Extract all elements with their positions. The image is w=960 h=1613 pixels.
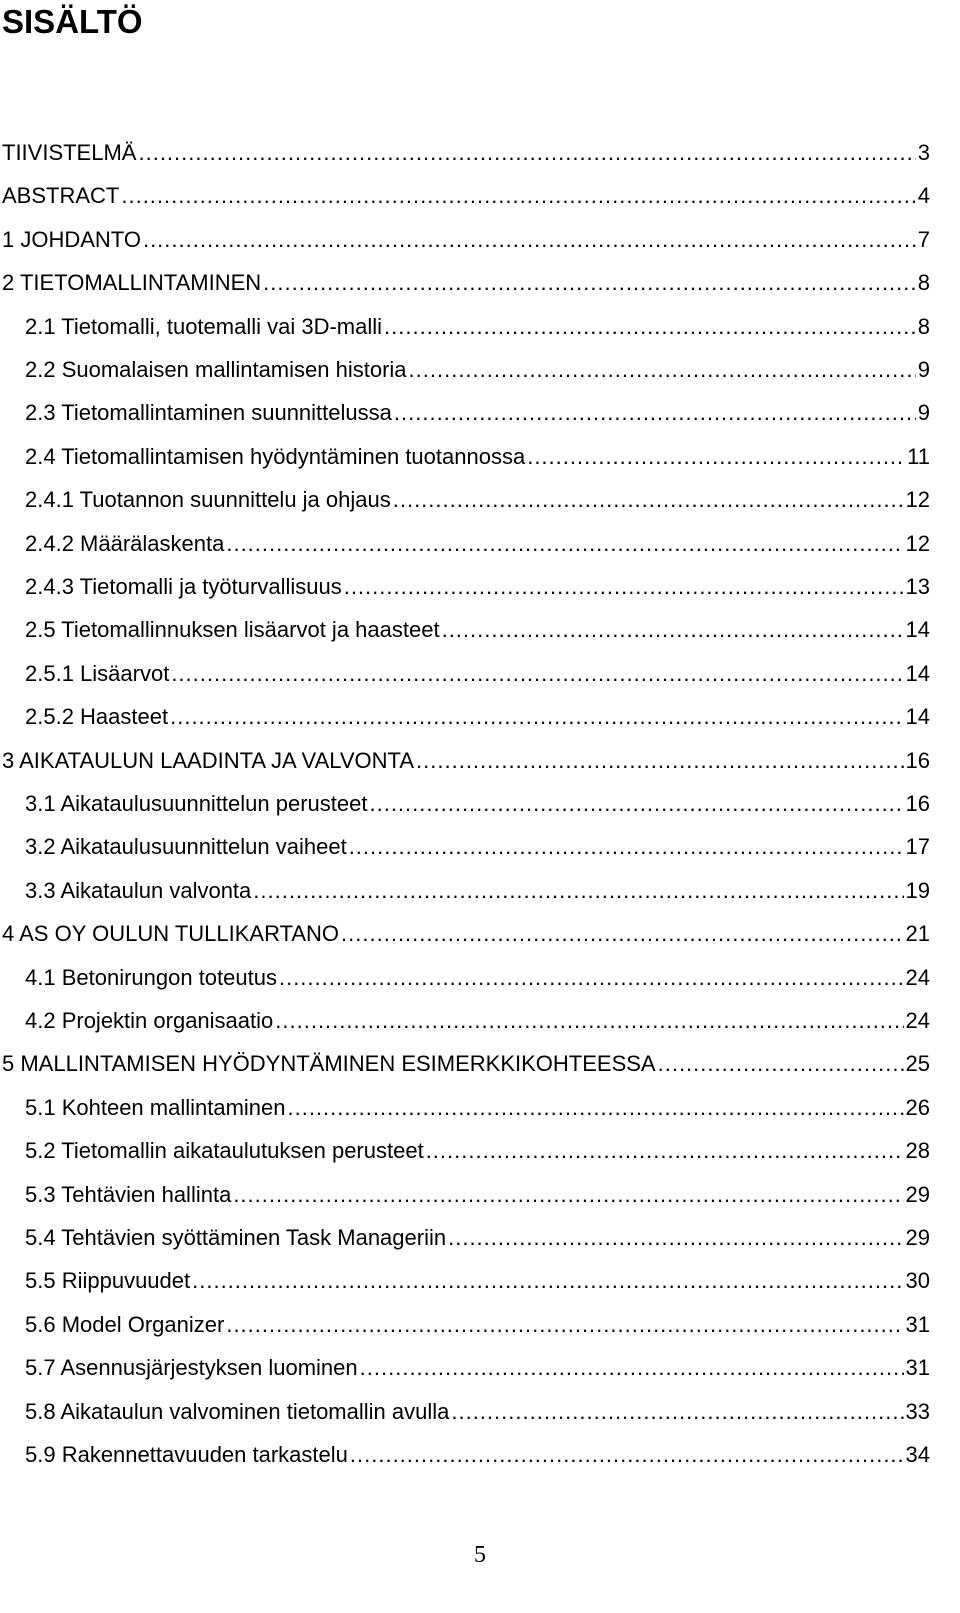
dot-leader xyxy=(658,1049,904,1079)
toc-entry-label: 3.1 Aikataulusuunnittelun perusteet xyxy=(25,791,368,816)
toc-entry-page: 13 xyxy=(905,574,930,599)
toc-entry[interactable] xyxy=(25,529,930,559)
toc-entry-label: 2.5 Tietomallinnuksen lisäarvot ja haasteet xyxy=(25,617,440,643)
dot-leader xyxy=(360,1353,904,1383)
toc-entry-label: 5.5 Riippuvuudet xyxy=(25,1268,191,1294)
toc-entry-label: 5.4 Tehtävien syöttäminen Task Manageriin xyxy=(25,1225,447,1250)
toc-entry-page: 14 xyxy=(905,704,930,730)
dot-leader xyxy=(384,312,916,342)
toc-entry-label: 5.3 Tehtävien hallinta xyxy=(25,1181,232,1207)
toc-entry-label: 2.3 Tietomallintaminen suunnittelussa xyxy=(25,400,392,426)
toc-entry-page: 19 xyxy=(905,877,930,903)
toc-entry-page: 7 xyxy=(917,226,930,252)
toc-entry-label: 5.8 Aikataulun valvominen tietomallin avulla xyxy=(25,1398,450,1424)
dot-leader xyxy=(275,1006,903,1036)
toc-entry-page: 16 xyxy=(905,747,930,773)
toc-entry-page: 29 xyxy=(905,1181,930,1207)
toc-entry-label: 5.2 Tietomallin aikataulutuksen perusteet xyxy=(25,1138,424,1164)
toc-entry[interactable] xyxy=(25,572,930,602)
toc-entry-label: 4.1 Betonirungon toteutus xyxy=(25,964,277,990)
toc-entry-label: 2.4 Tietomallintamisen hyödyntäminen tuotannossa xyxy=(25,443,526,469)
dot-leader xyxy=(279,963,904,993)
toc-entry[interactable] xyxy=(25,789,930,819)
toc-entry[interactable] xyxy=(25,442,930,472)
toc-entry[interactable] xyxy=(25,312,930,342)
toc-entry-label: 2.2 Suomalaisen mallintamisen historia xyxy=(25,357,407,382)
toc-entry[interactable] xyxy=(25,1310,930,1340)
toc-entry[interactable] xyxy=(2,746,930,776)
dot-leader xyxy=(369,789,903,819)
toc-entry[interactable] xyxy=(2,225,930,255)
dot-leader xyxy=(226,529,903,559)
toc-entry-page: 8 xyxy=(917,270,930,296)
toc-entry-page: 28 xyxy=(905,1138,930,1164)
toc-entry-page: 17 xyxy=(905,834,930,860)
toc-entry-label: 2.5.2 Haasteet xyxy=(25,704,169,730)
dot-leader xyxy=(170,702,903,732)
toc-entry-page: 30 xyxy=(905,1268,930,1294)
toc-entry-label: 3 AIKATAULUN LAADINTA JA VALVONTA xyxy=(2,747,415,773)
toc-entry-page: 9 xyxy=(917,400,930,426)
toc-entry-label: 3.2 Aikataulusuunnittelun vaiheet xyxy=(25,834,347,860)
toc-entry[interactable] xyxy=(25,485,930,515)
toc-entry-label: 5.9 Rakennettavuuden tarkastelu xyxy=(25,1442,348,1467)
toc-entry-page: 34 xyxy=(905,1442,930,1467)
page-number: 5 xyxy=(474,1542,486,1568)
dot-leader xyxy=(263,268,916,298)
toc-entry[interactable] xyxy=(25,1440,930,1470)
dot-leader xyxy=(344,572,904,602)
toc-entry[interactable] xyxy=(25,1266,930,1296)
toc-entry[interactable] xyxy=(25,1006,930,1036)
toc-entry-page: 12 xyxy=(905,530,930,556)
toc-entry[interactable] xyxy=(25,1397,930,1427)
toc-entry-label: 5.6 Model Organizer xyxy=(25,1311,225,1337)
toc-entry-page: 14 xyxy=(905,660,930,686)
dot-leader xyxy=(341,919,903,949)
toc-entry[interactable] xyxy=(25,1180,930,1210)
toc-entry-label: ABSTRACT xyxy=(2,183,120,209)
toc-entry-page: 31 xyxy=(905,1311,930,1337)
toc-entry-page: 24 xyxy=(905,964,930,990)
toc-entry-page: 14 xyxy=(905,617,930,643)
dot-leader xyxy=(138,138,915,168)
dot-leader xyxy=(171,659,903,689)
toc-entry[interactable] xyxy=(2,919,930,949)
toc-entry-page: 25 xyxy=(905,1051,930,1077)
toc-entry[interactable] xyxy=(2,138,930,168)
toc-entry-label: 4 AS OY OULUN TULLIKARTANO xyxy=(2,921,340,947)
toc-entry[interactable] xyxy=(25,1223,930,1253)
toc-entry[interactable] xyxy=(25,659,930,689)
dot-leader xyxy=(426,1136,904,1166)
dot-leader xyxy=(527,442,905,472)
toc-entry[interactable] xyxy=(2,268,930,298)
dot-leader xyxy=(192,1266,903,1296)
toc-entry[interactable] xyxy=(25,398,930,428)
toc-entry-label: 2.1 Tietomalli, tuotemalli vai 3D-malli xyxy=(25,313,383,339)
toc-entry-label: 2 TIETOMALLINTAMINEN xyxy=(2,270,262,296)
dot-leader xyxy=(233,1180,903,1210)
toc-entry-page: 4 xyxy=(917,183,930,209)
toc-entry[interactable] xyxy=(25,832,930,862)
toc-entry-page: 9 xyxy=(917,357,930,382)
toc-entry-page: 26 xyxy=(905,1094,930,1120)
dot-leader xyxy=(121,181,915,211)
toc-entry-page: 33 xyxy=(905,1398,930,1424)
toc-entry-page: 8 xyxy=(917,313,930,339)
toc-entry[interactable] xyxy=(25,1093,930,1123)
toc-entry[interactable] xyxy=(25,963,930,993)
toc-entry-page: 21 xyxy=(905,921,930,947)
toc-entry-label: 4.2 Projektin organisaatio xyxy=(25,1008,274,1033)
toc-entry[interactable] xyxy=(25,1353,930,1383)
dot-leader xyxy=(409,355,916,385)
dot-leader xyxy=(288,1093,904,1123)
toc-entry-page: 29 xyxy=(905,1225,930,1250)
page-title: SISÄLTÖ xyxy=(2,3,143,40)
toc-entry-label: 2.4.1 Tuotannon suunnittelu ja ohjaus xyxy=(25,487,391,513)
toc-entry[interactable] xyxy=(25,876,930,906)
dot-leader xyxy=(349,832,904,862)
toc-entry-label: 2.4.3 Tietomalli ja työturvallisuus xyxy=(25,574,342,599)
toc-entry[interactable] xyxy=(2,181,930,211)
toc-entry[interactable] xyxy=(25,355,930,385)
toc-entry-page: 24 xyxy=(905,1008,930,1033)
toc-entry-page: 3 xyxy=(917,140,930,165)
toc-entry-label: TIIVISTELMÄ xyxy=(2,140,137,165)
toc-entry[interactable] xyxy=(25,615,930,645)
dot-leader xyxy=(416,746,903,776)
toc-entry-page: 16 xyxy=(905,791,930,816)
toc-entry[interactable] xyxy=(2,1049,930,1079)
toc-entry-label: 1 JOHDANTO xyxy=(2,226,141,252)
dot-leader xyxy=(226,1310,903,1340)
toc-entry-page: 12 xyxy=(905,487,930,513)
toc-entry-label: 2.5.1 Lisäarvot xyxy=(25,660,170,686)
dot-leader xyxy=(143,225,916,255)
dot-leader xyxy=(350,1440,904,1470)
toc-entry-label: 3.3 Aikataulun valvonta xyxy=(25,877,252,903)
toc-entry-label: 5.7 Asennusjärjestyksen luominen xyxy=(25,1355,358,1381)
toc-entry-label: 5.1 Kohteen mallintaminen xyxy=(25,1094,286,1120)
dot-leader xyxy=(442,615,904,645)
dot-leader xyxy=(451,1397,903,1427)
dot-leader xyxy=(394,398,916,428)
toc-entry-page: 11 xyxy=(907,443,930,469)
toc-entry-page: 31 xyxy=(905,1355,930,1381)
toc-entry[interactable] xyxy=(25,1136,930,1166)
dot-leader xyxy=(253,876,903,906)
dot-leader xyxy=(393,485,904,515)
toc-entry[interactable] xyxy=(25,702,930,732)
toc-entry-label: 5 MALLINTAMISEN HYÖDYNTÄMINEN ESIMERKKIKOHTEESSA xyxy=(2,1051,656,1077)
dot-leader xyxy=(448,1223,903,1253)
toc-entry-label: 2.4.2 Määrälaskenta xyxy=(25,530,225,556)
